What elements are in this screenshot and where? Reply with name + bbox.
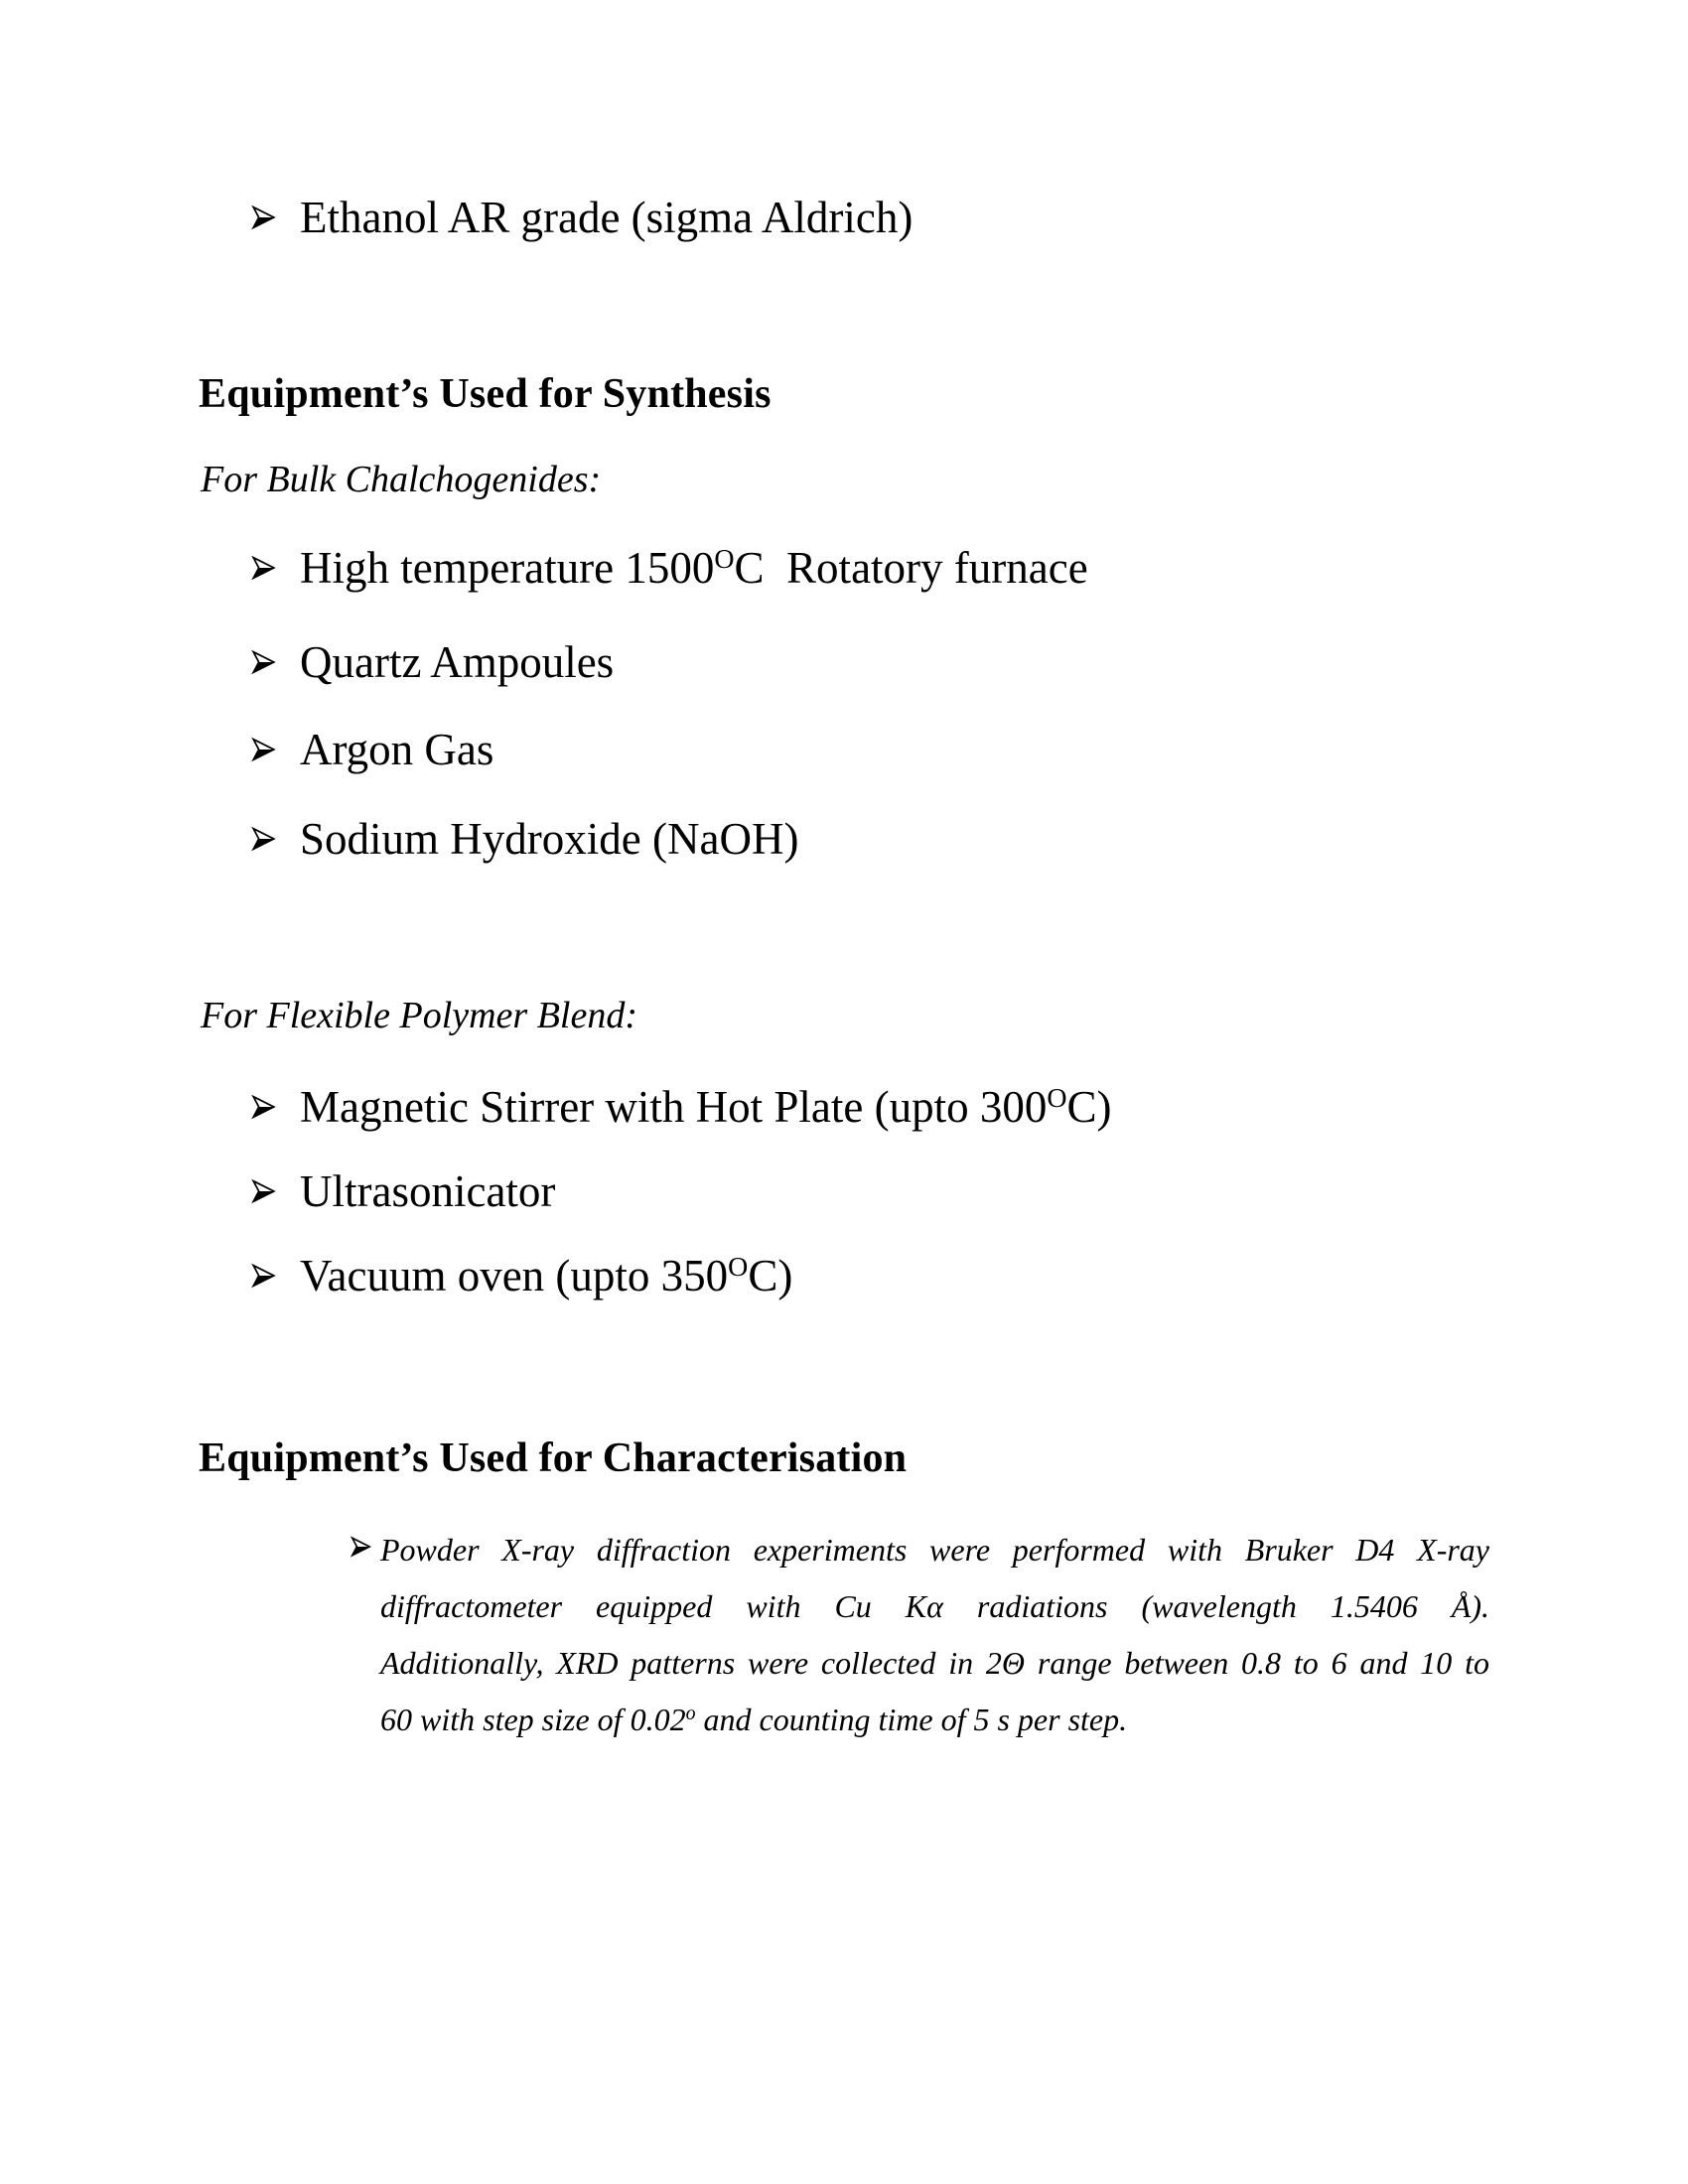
- paragraph-line: diffractometer equipped with Cu Kα radiations (wavelength 1.5406 Å).: [380, 1588, 1489, 1624]
- list-item: [250, 1082, 1112, 1134]
- list-item-text: Argon Gas: [300, 725, 494, 774]
- section-heading-characterisation: Equipment’s Used for Characterisation: [199, 1435, 908, 1481]
- arrow-bullet-icon: [250, 1263, 277, 1289]
- list-item-text: Quartz Ampoules: [300, 637, 615, 687]
- list-item-text: Magnetic Stirrer with Hot Plate (upto $300^OC$): [300, 1082, 1112, 1132]
- list-item: [250, 725, 493, 776]
- subheading-bulk-chalchogenides: For Bulk Chalchogenides:: [201, 459, 602, 500]
- arrow-bullet-icon: [250, 826, 277, 852]
- list-item-text: Ultrasonicator: [300, 1166, 556, 1216]
- paragraph-line: Powder X-ray diffraction experiments were performed with Bruker D4 X-ray: [380, 1532, 1489, 1568]
- list-item: [250, 193, 913, 244]
- list-item: [350, 1522, 1489, 1748]
- list-item-text: Vacuum oven (upto $350^OC$): [300, 1251, 793, 1300]
- paragraph-line: Additionally, XRD patterns were collected in 2Θ range between 0.8 to 6 and 10 to: [380, 1645, 1489, 1681]
- list-item: [250, 1251, 792, 1302]
- list-item-text: Sodium Hydroxide (NaOH): [300, 814, 799, 864]
- arrow-bullet-icon: [250, 737, 277, 762]
- list-item: [250, 543, 1088, 595]
- subheading-flexible-polymer-blend: For Flexible Polymer Blend:: [201, 995, 638, 1036]
- arrow-bullet-icon: [250, 555, 277, 581]
- list-item: [250, 1166, 555, 1218]
- arrow-bullet-icon: [350, 1536, 372, 1558]
- arrow-bullet-icon: [250, 205, 277, 230]
- section-heading-synthesis: Equipment’s Used for Synthesis: [199, 371, 772, 417]
- arrow-bullet-icon: [250, 1094, 277, 1120]
- list-item-text: Ethanol AR grade (sigma Aldrich): [300, 193, 914, 242]
- characterisation-paragraph: [380, 1522, 1489, 1748]
- list-item: [250, 637, 614, 689]
- list-item: [250, 814, 798, 866]
- paragraph-line: 60 with step size of 0.02$^o$ and counting time of 5 s per step.: [380, 1702, 1128, 1737]
- arrow-bullet-icon: [250, 1178, 277, 1204]
- list-item-text: High temperature $1500^OC$ Rotatory furnace: [300, 543, 1088, 593]
- arrow-bullet-icon: [250, 649, 277, 675]
